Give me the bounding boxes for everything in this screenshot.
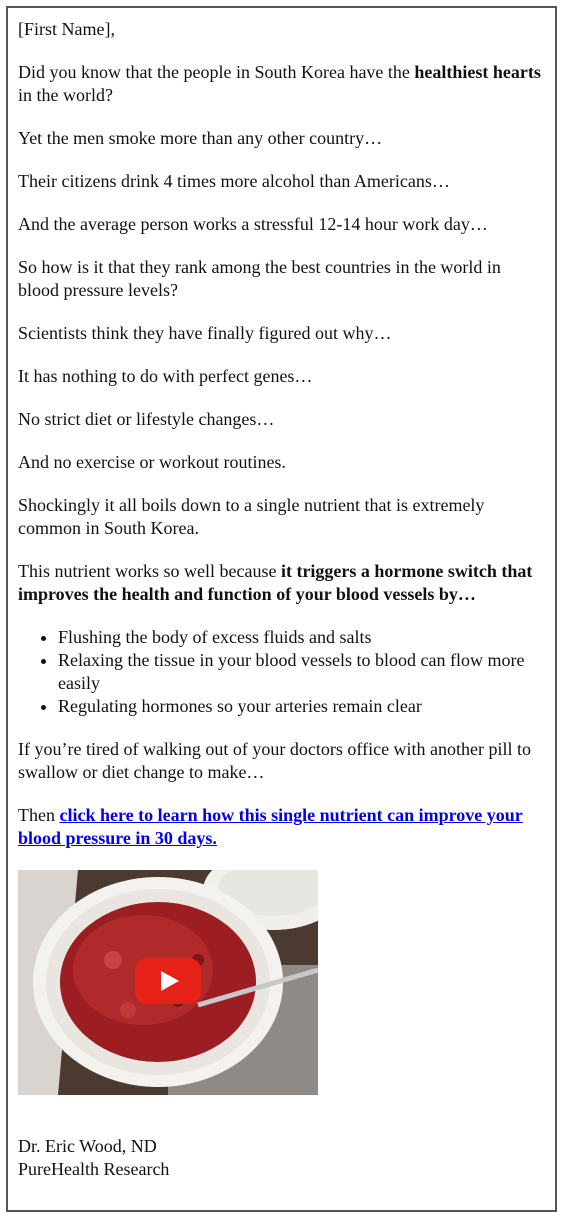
intro-emphasis: healthiest hearts bbox=[414, 62, 541, 82]
cta-link[interactable]: click here to learn how this single nutrient can improve your blood pressure in 30 days. bbox=[18, 805, 523, 848]
list-item: • Regulating hormones so your arteries remain clear bbox=[58, 695, 546, 718]
paragraph-nutrient: Shockingly it all boils down to a single nutrient that is extremely common in South Korea. bbox=[18, 495, 485, 538]
paragraph-alcohol: Their citizens drink 4 times more alcohol than Americans… bbox=[18, 171, 450, 191]
paragraph-exercise: And no exercise or workout routines. bbox=[18, 452, 286, 472]
benefit-list bbox=[18, 626, 546, 718]
paragraph-workday: And the average person works a stressful 12-14 hour work day… bbox=[18, 214, 488, 234]
email-body bbox=[18, 18, 546, 1181]
paragraph-smoke: Yet the men smoke more than any other country… bbox=[18, 128, 383, 148]
list-item: • Relaxing the tissue in your blood vessels to blood can flow more easily bbox=[58, 649, 546, 695]
paragraph-question: So how is it that they rank among the best countries in the world in blood pressure levels? bbox=[18, 257, 501, 300]
nutrient-paragraph bbox=[18, 560, 546, 606]
paragraph-scientists: Scientists think they have finally figured out why… bbox=[18, 323, 392, 343]
cta-paragraph bbox=[18, 804, 546, 850]
closing-paragraph: If you’re tired of walking out of your doctors office with another pill to swallow or diet change to make… bbox=[18, 739, 532, 782]
list-item: • Flushing the body of excess fluids and salts bbox=[58, 626, 546, 649]
intro-text-start: Did you know that the people in South Korea have the bbox=[18, 62, 415, 82]
email-frame bbox=[6, 6, 557, 1212]
intro-text-end: in the world? bbox=[18, 85, 113, 105]
nutrient-text: This nutrient works so well because bbox=[18, 561, 281, 581]
paragraph-diet: No strict diet or lifestyle changes… bbox=[18, 409, 275, 429]
nutrient-emphasis: it triggers a hormone switch that improves the health and function of your blood vessels by… bbox=[18, 561, 533, 604]
intro-paragraph bbox=[18, 61, 546, 107]
signature-name: Dr. Eric Wood, ND bbox=[18, 1136, 157, 1156]
paragraph-genes: It has nothing to do with perfect genes… bbox=[18, 366, 313, 386]
greeting: [First Name], bbox=[18, 19, 115, 39]
signature bbox=[18, 1135, 546, 1181]
play-icon[interactable] bbox=[135, 958, 201, 1004]
cta-prefix: Then bbox=[18, 805, 60, 825]
signature-org: PureHealth Research bbox=[18, 1159, 170, 1179]
video-thumbnail[interactable] bbox=[18, 870, 318, 1095]
